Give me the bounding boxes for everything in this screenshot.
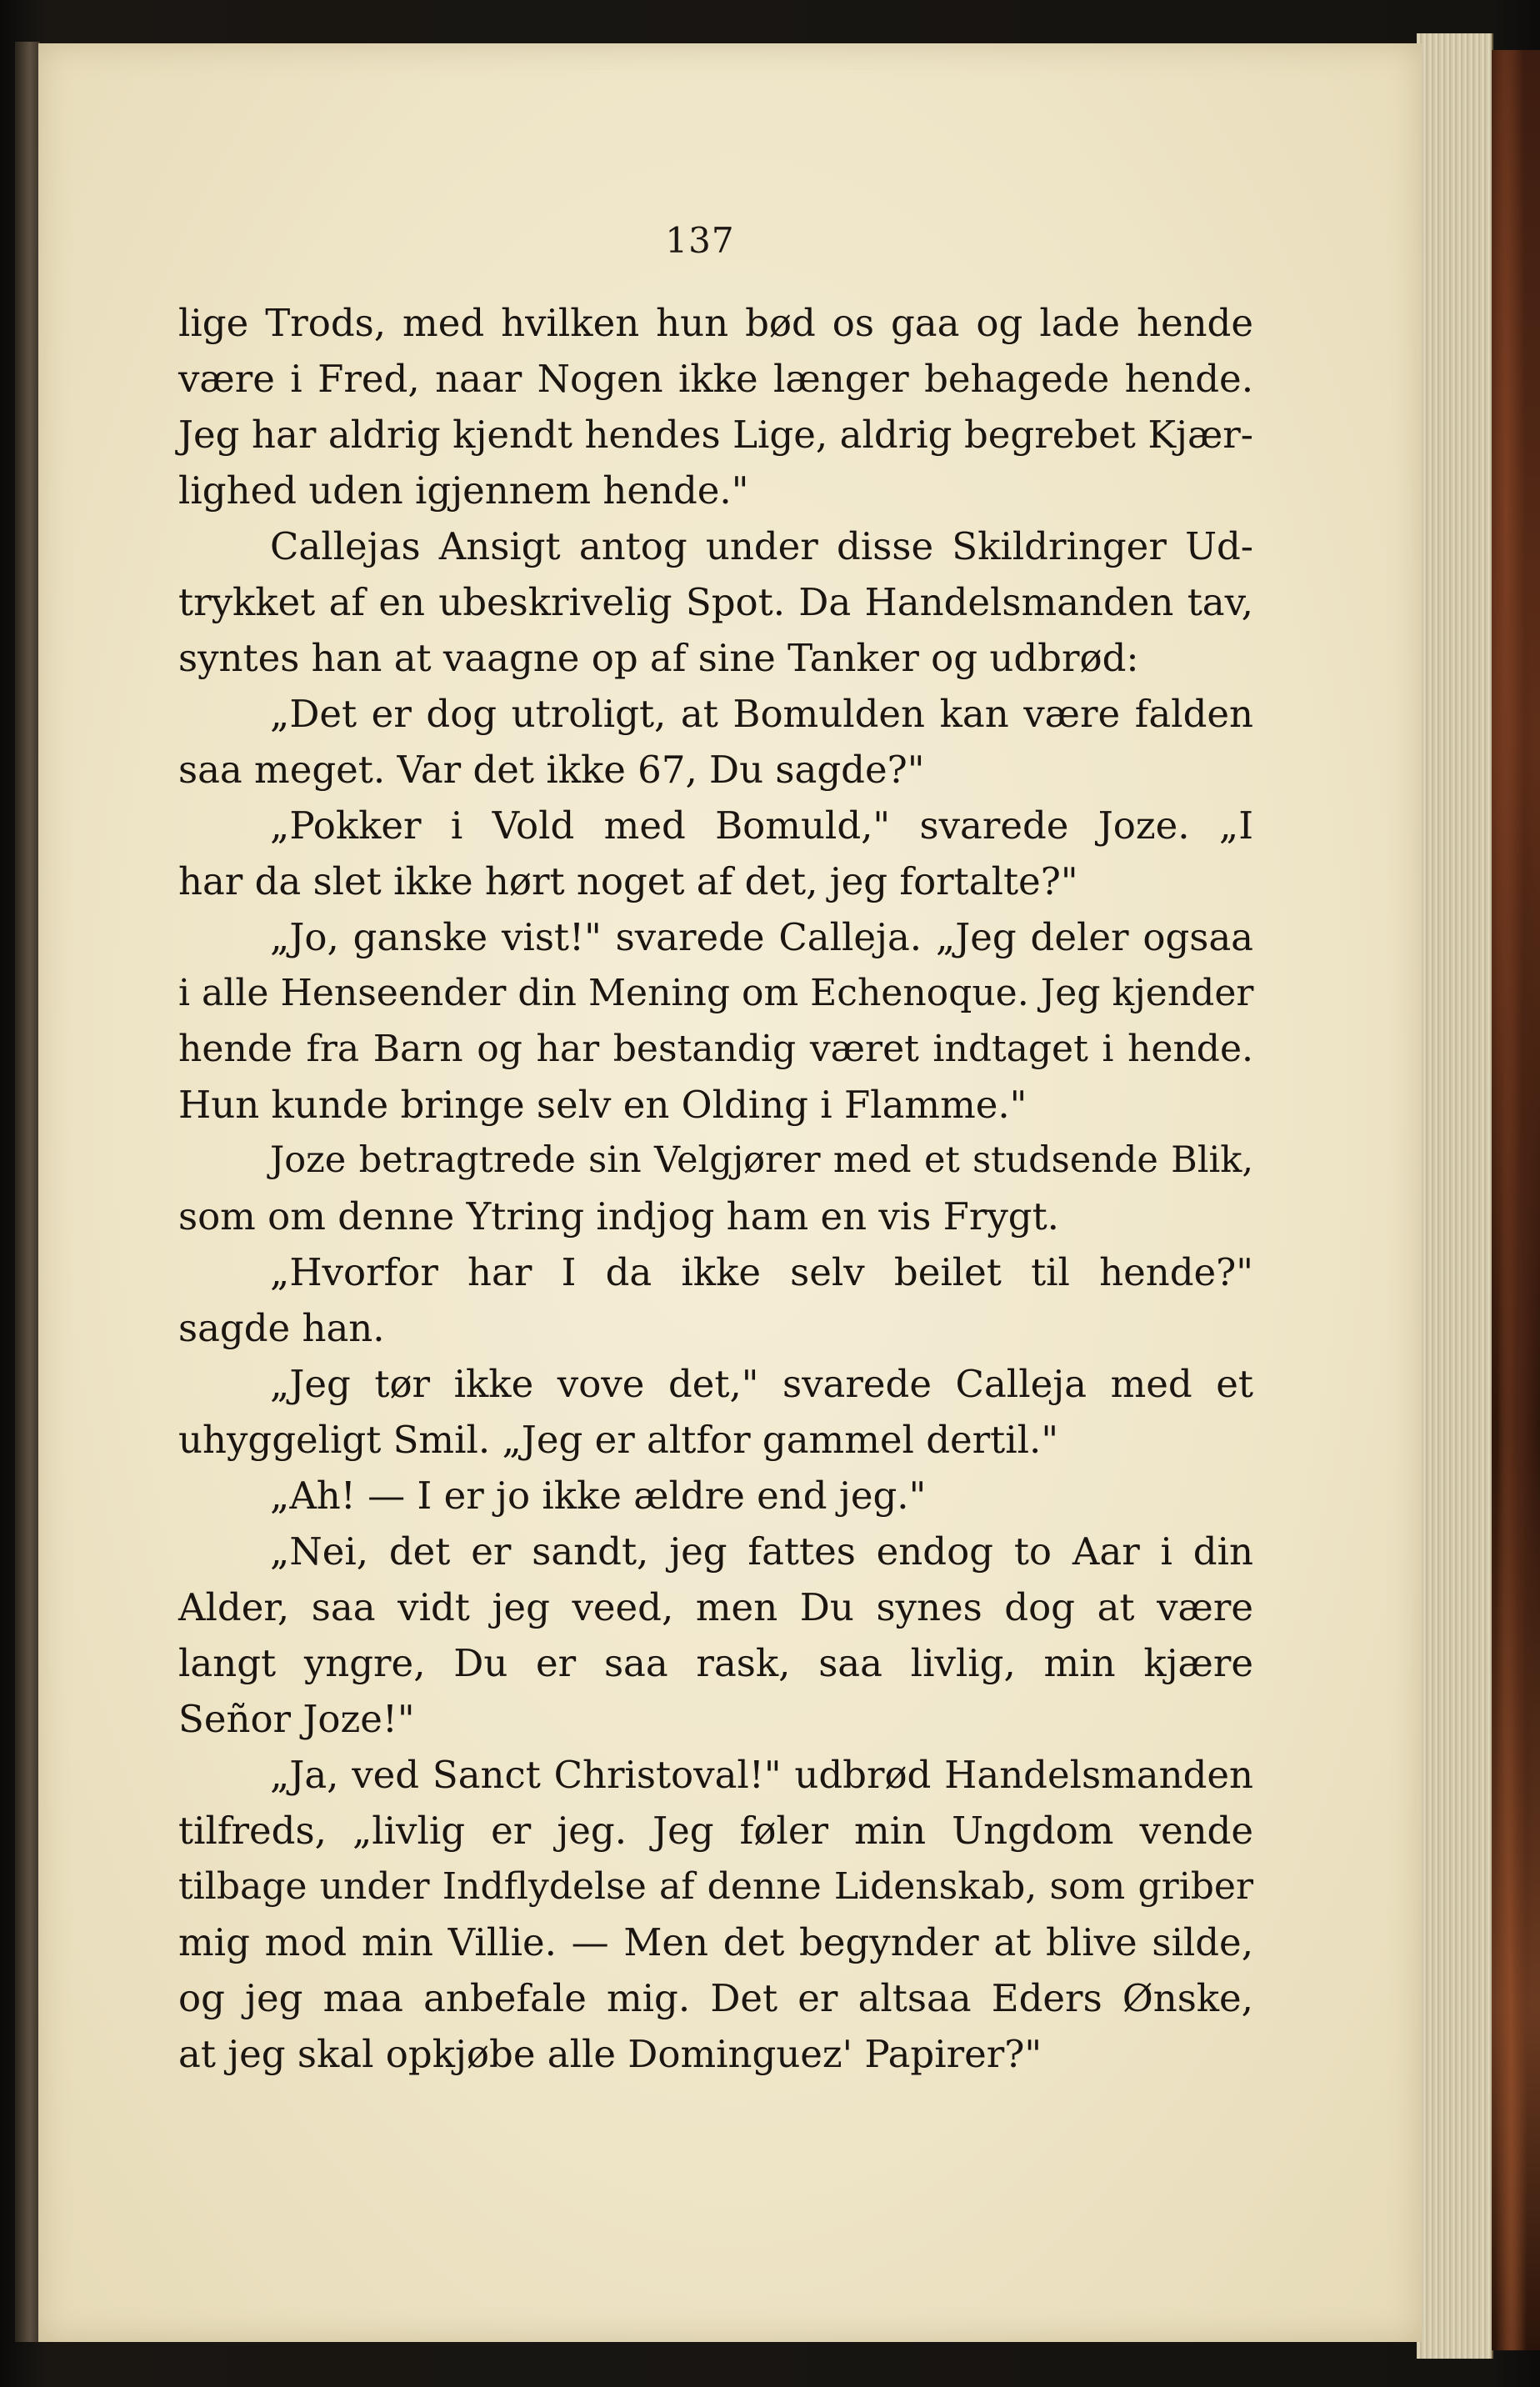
text-line: uhyggeligt Smil. „Jeg er altfor gammel dertil." [178, 1418, 1059, 1462]
text-line: „Ja, ved Sanct Christoval!" udbrød Handelsmanden [270, 1753, 1253, 1797]
text-line: „Det er dog utroligt, at Bomulden kan være falden [270, 692, 1253, 736]
text-line: „Ah! — I er jo ikke ældre end jeg." [270, 1474, 927, 1518]
text-line: Joze betragtrede sin Velgjører med et studsende Blik, [270, 1139, 1253, 1181]
text-line: „Pokker i Vold med Bomuld," svarede Joze. „I [270, 803, 1253, 848]
text-line: „Hvorfor har I da ikke selv beilet til hende?" [270, 1250, 1253, 1294]
text-line: langt yngre, Du er saa rask, saa livlig, min kjære [178, 1641, 1253, 1685]
book-spine-edge [15, 42, 40, 2342]
body-text [178, 295, 1253, 2082]
text-line: „Jo, ganske vist!" svarede Calleja. „Jeg deler ogsaa [270, 915, 1253, 959]
text-line: mig mod min Villie. — Men det begynder at blive silde, [178, 1920, 1253, 1964]
text-line: som om denne Ytring indjog ham en vis Frygt. [178, 1194, 1059, 1239]
text-line: Alder, saa vidt jeg veed, men Du synes dog at være [178, 1585, 1253, 1629]
text-line: saa meget. Var det ikke 67, Du sagde?" [178, 748, 925, 792]
text-line: Hun kunde bringe selv en Olding i Flamme." [178, 1083, 1028, 1127]
text-line: tilfreds, „livlig er jeg. Jeg føler min Ungdom vende [178, 1809, 1253, 1853]
text-line: lige Trods, med hvilken hun bød os gaa og lade hende [178, 301, 1253, 345]
text-line: har da slet ikke hørt noget af det, jeg fortalte?" [178, 859, 1078, 903]
book-page [38, 43, 1422, 2342]
text-line: tilbage under Indflydelse af denne Lidenskab, som griber [178, 1865, 1253, 1908]
text-line: at jeg skal opkjøbe alle Dominguez' Papirer?" [178, 2032, 1042, 2076]
text-line: Jeg har aldrig kjendt hendes Lige, aldrig begrebet Kjær- [178, 413, 1253, 457]
text-line: og jeg maa anbefale mig. Det er altsaa Eders Ønske, [178, 1976, 1253, 2020]
page-number: 137 [665, 220, 735, 261]
text-line: være i Fred, naar Nogen ikke længer behagede hende. [178, 357, 1253, 401]
text-line: i alle Henseender din Mening om Echenoque. Jeg kjender [178, 972, 1254, 1014]
text-line: Señor Joze!" [178, 1697, 415, 1741]
marbled-cover [1492, 50, 1540, 2350]
text-line: hende fra Barn og har bestandig været indtaget i hende. [178, 1028, 1253, 1070]
text-line: „Jeg tør ikke vove det," svarede Calleja med et [270, 1362, 1253, 1406]
text-line: „Nei, det er sandt, jeg fattes endog to Aar i din [270, 1529, 1253, 1574]
text-line: trykket af en ubeskrivelig Spot. Da Handelsmanden tav, [178, 580, 1253, 624]
text-line: syntes han at vaagne op af sine Tanker og udbrød: [178, 636, 1139, 680]
page-stack-edge [1417, 33, 1493, 2359]
text-line: Callejas Ansigt antog under disse Skildringer Ud- [270, 524, 1253, 568]
text-line: sagde han. [178, 1306, 385, 1350]
text-line: lighed uden igjennem hende." [178, 468, 749, 513]
